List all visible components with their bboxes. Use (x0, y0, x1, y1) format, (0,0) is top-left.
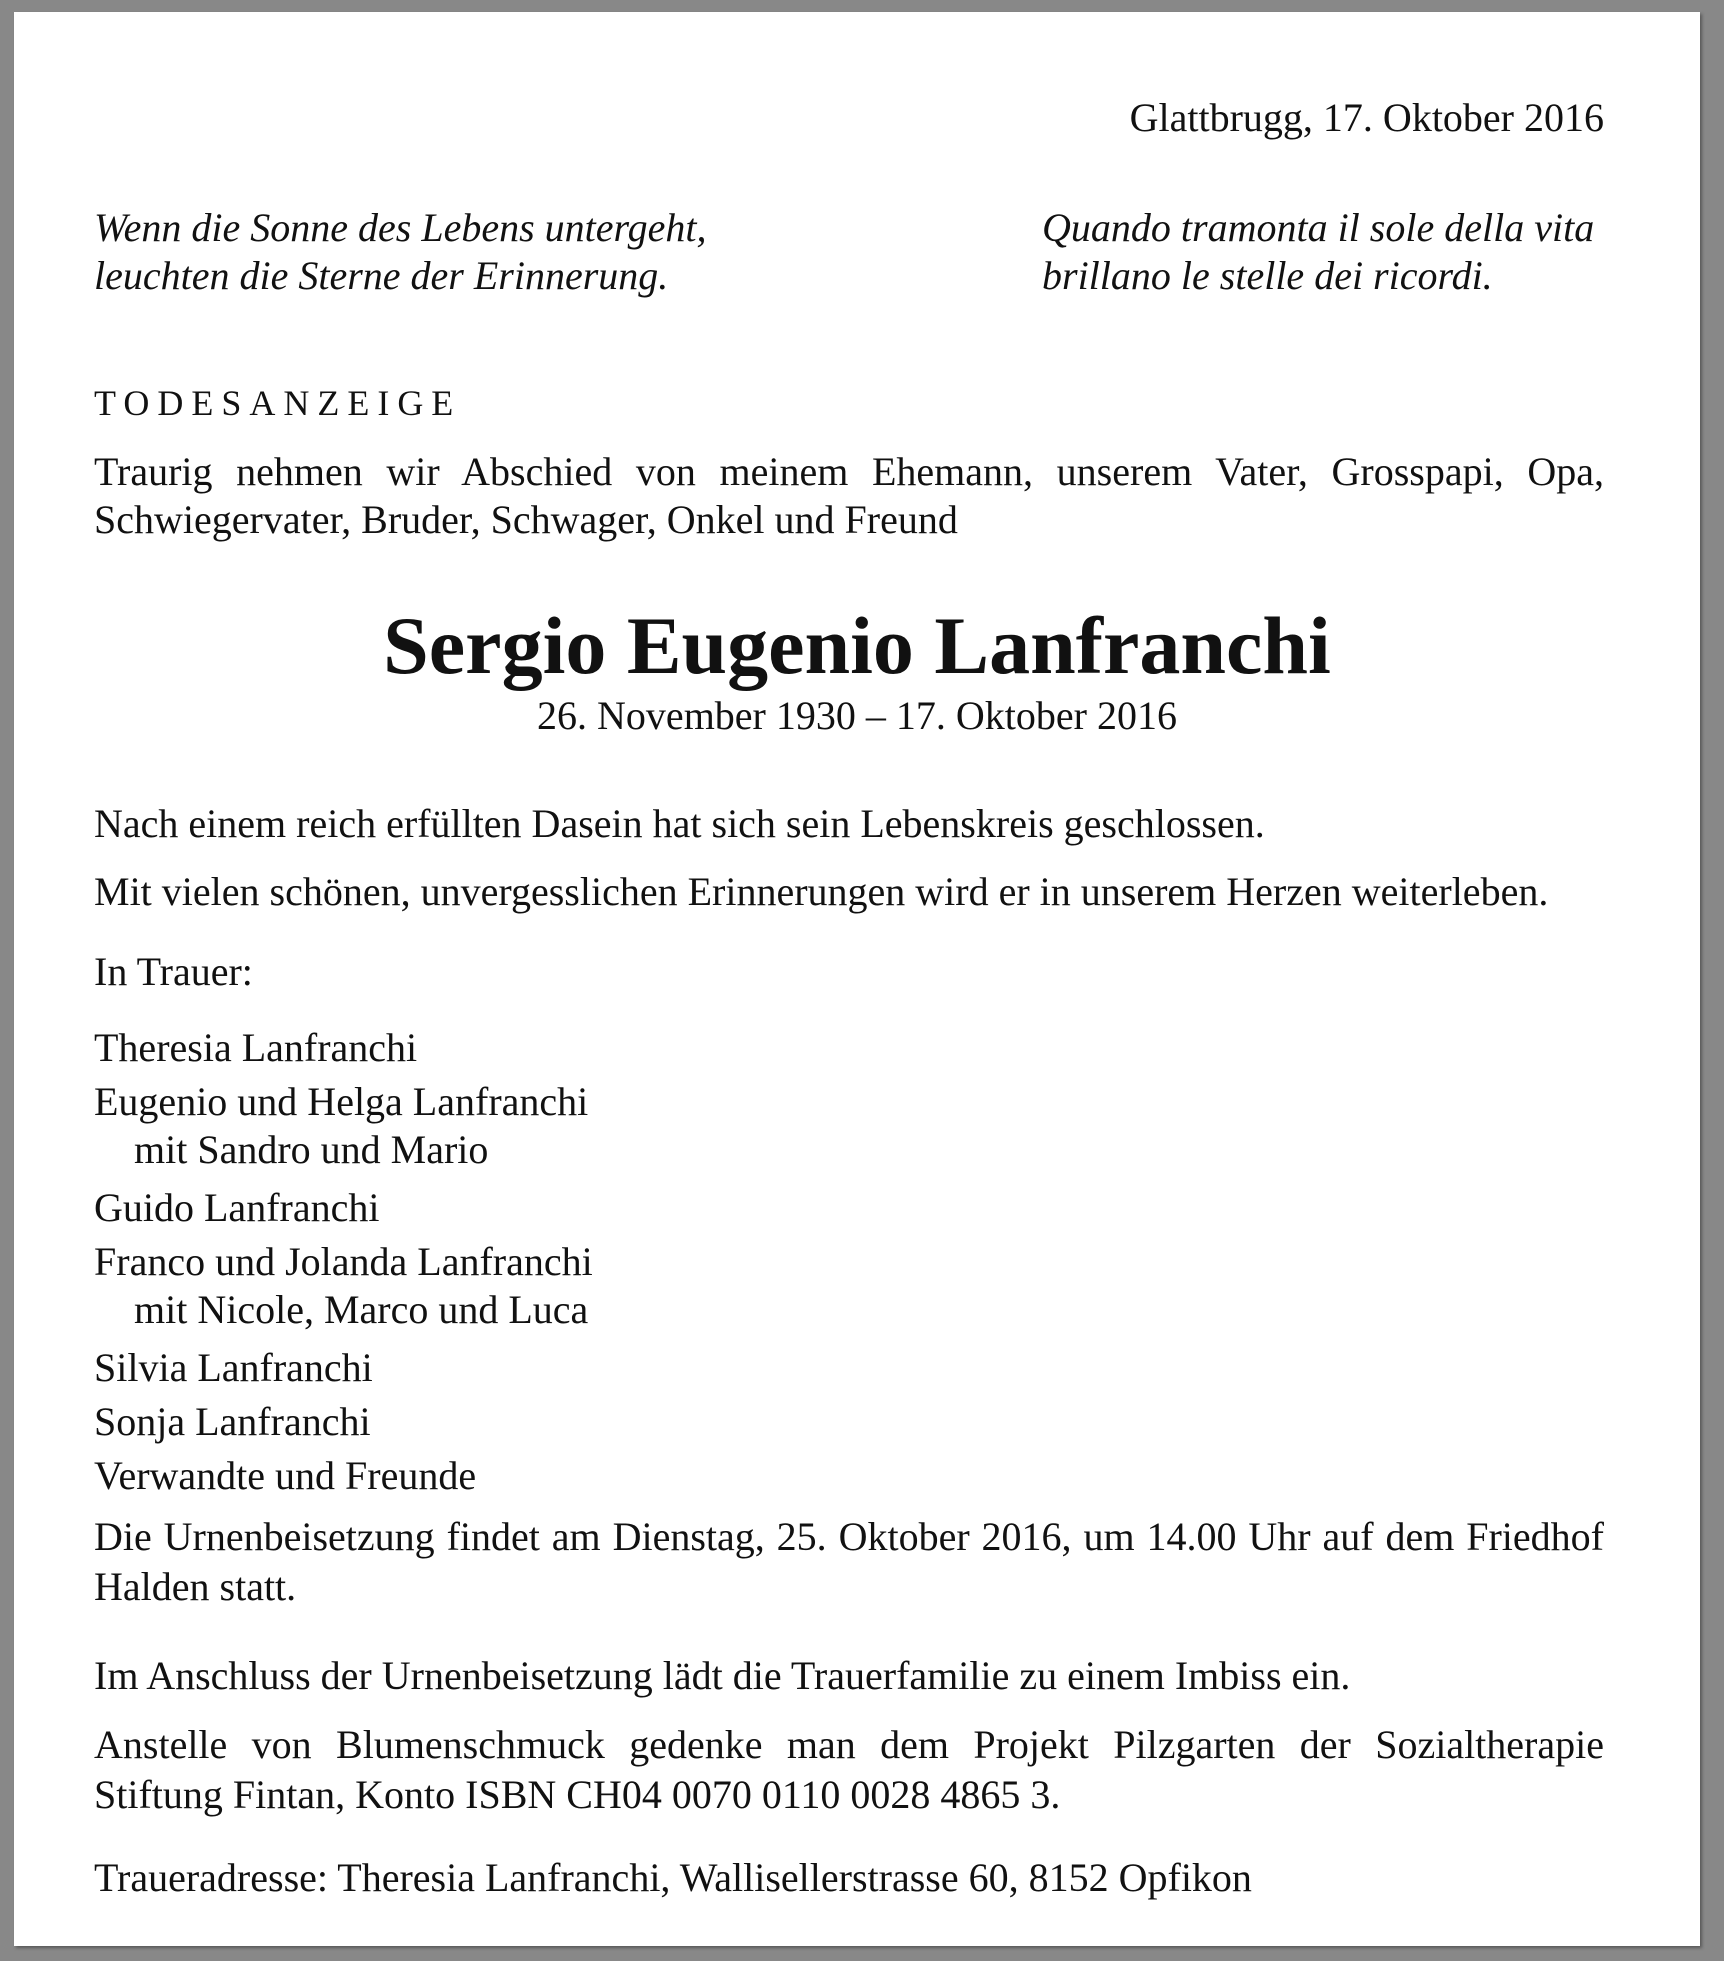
mourner-name: Sonja Lanfranchi (94, 1399, 371, 1444)
burial-paragraph (94, 1512, 1604, 1612)
donation-paragraph (94, 1720, 1604, 1820)
mourner-sub: mit Nicole, Marco und Luca (134, 1287, 589, 1332)
intro-line-2: Schwiegervater, Bruder, Schwager, Onkel und Freund (94, 497, 958, 542)
motto-german (94, 204, 706, 300)
burial-line-1: Die Urnenbeisetzung findet am Dienstag, 25. Oktober 2016, um 14.00 Uhr auf dem Friedhof (94, 1514, 1604, 1559)
mourner-name: Guido Lanfranchi (94, 1185, 380, 1230)
mourner-entry (94, 1344, 373, 1392)
mourner-name: Franco und Jolanda Lanfranchi (94, 1239, 593, 1284)
mourner-sub: mit Sandro und Mario (134, 1127, 489, 1172)
motto-german-line-2: leuchten die Sterne der Erinnerung. (94, 253, 669, 298)
intro-line-1: Traurig nehmen wir Abschied von meinem Ehemann, unserem Vater, Grosspapi, Opa, (94, 449, 1604, 494)
mourner-entry (94, 1184, 379, 1232)
motto-italian-line-1: Quando tramonta il sole della vita (1042, 205, 1595, 250)
mourner-entry (94, 1078, 588, 1174)
mourner-entry (94, 1398, 371, 1446)
mourners-label: In Trauer: (94, 949, 253, 994)
motto-italian (1042, 204, 1594, 300)
place-date: Glattbrugg, 17. Oktober 2016 (1129, 95, 1604, 140)
deceased-name: Sergio Eugenio Lanfranchi (383, 600, 1331, 691)
mourner-name: Silvia Lanfranchi (94, 1345, 373, 1390)
mourner-entry (94, 1452, 476, 1500)
reception-paragraph: Im Anschluss der Urnenbeisetzung lädt die Trauerfamilie zu einem Imbiss ein. (94, 1653, 1351, 1698)
motto-german-line-1: Wenn die Sonne des Lebens untergeht, (94, 205, 707, 250)
notice-heading: TODESANZEIGE (94, 383, 462, 423)
paragraph-memories: Mit vielen schönen, unvergesslichen Erinnerungen wird er in unserem Herzen weiterleben. (94, 869, 1549, 914)
mourner-entry (94, 1238, 593, 1334)
mourner-name: Eugenio und Helga Lanfranchi (94, 1079, 589, 1124)
mourning-address: Traueradresse: Theresia Lanfranchi, Wallisellerstrasse 60, 8152 Opfikon (94, 1855, 1252, 1900)
mourner-entry (94, 1024, 417, 1072)
paragraph-life: Nach einem reich erfüllten Dasein hat sich sein Lebenskreis geschlossen. (94, 801, 1265, 846)
burial-line-2: Halden statt. (94, 1564, 297, 1609)
donation-line-1: Anstelle von Blumenschmuck gedenke man dem Projekt Pilzgarten der Sozialtherapie (94, 1722, 1604, 1767)
mourner-name: Theresia Lanfranchi (94, 1025, 418, 1070)
obituary-page (14, 12, 1700, 1946)
mourner-name: Verwandte und Freunde (94, 1453, 477, 1498)
life-dates: 26. November 1930 – 17. Oktober 2016 (537, 693, 1177, 738)
motto-italian-line-2: brillano le stelle dei ricordi. (1042, 253, 1493, 298)
donation-line-2: Stiftung Fintan, Konto ISBN CH04 0070 0110 0028 4865 3. (94, 1772, 1061, 1817)
intro-paragraph (94, 448, 1604, 544)
